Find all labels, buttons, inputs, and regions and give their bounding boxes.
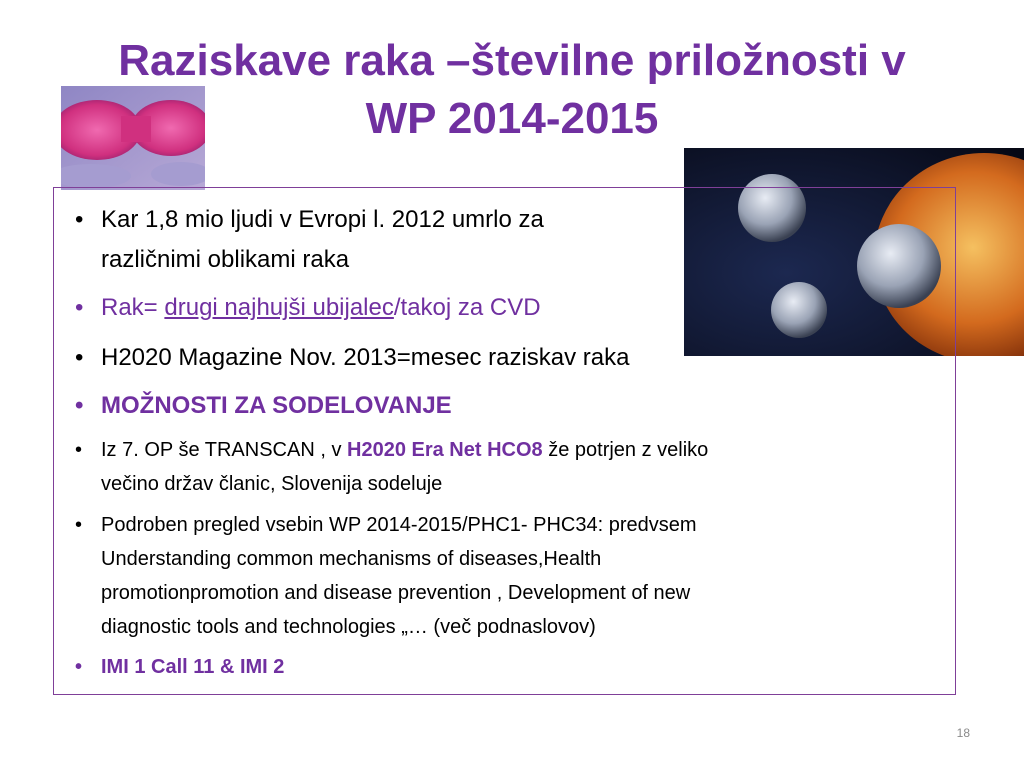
bullet-marker: • <box>75 514 83 536</box>
bullet-2-prefix: Rak= <box>101 294 165 321</box>
bullet-6-line-3: promotionpromotion and disease prevention , Development of new <box>101 582 691 604</box>
bullet-4-text: MOŽNOSTI ZA SODELOVANJE <box>101 392 452 419</box>
bullet-5-line-2: večino držav članic, Slovenija sodeluje <box>101 473 443 495</box>
bullet-5-part-1: Iz 7. OP še TRANSCAN , v <box>101 439 347 461</box>
bullet-1-line-2: različnimi oblikami raka <box>101 246 350 273</box>
bullet-marker: • <box>75 439 83 461</box>
bullet-6-line-4: diagnostic tools and technologies „… (več podnaslovov) <box>101 616 596 638</box>
title-line-2: WP 2014-2015 <box>365 94 659 143</box>
killer-link[interactable]: drugi najhujši ubijalec <box>164 294 394 321</box>
bullet-7-text: IMI 1 Call 11 & IMI 2 <box>101 656 285 678</box>
bullet-6-line-1: Podroben pregled vsebin WP 2014-2015/PHC1- PHC34: predvsem <box>101 514 697 536</box>
page-number: 18 <box>956 726 970 740</box>
dividing-cell-image <box>61 86 205 190</box>
bullet-marker: • <box>75 206 84 233</box>
bullet-marker: • <box>75 344 84 371</box>
bullet-marker: • <box>75 294 84 321</box>
bullet-5-part-2: že potrjen z veliko <box>542 439 709 461</box>
content-box <box>53 187 956 695</box>
bullet-2-suffix: /takoj za CVD <box>393 294 541 321</box>
bullet-3-text: H2020 Magazine Nov. 2013=mesec raziskav raka <box>101 344 630 371</box>
bullet-1-line-1: Kar 1,8 mio ljudi v Evropi l. 2012 umrlo za <box>101 206 544 233</box>
bullet-6-line-2: Understanding common mechanisms of diseases,Health <box>101 548 602 570</box>
title-line-1: Raziskave raka –številne priložnosti v <box>118 36 906 85</box>
bullet-marker: • <box>75 392 84 419</box>
bullet-marker: • <box>75 656 83 678</box>
era-net-label: H2020 Era Net HCO8 <box>347 439 543 461</box>
